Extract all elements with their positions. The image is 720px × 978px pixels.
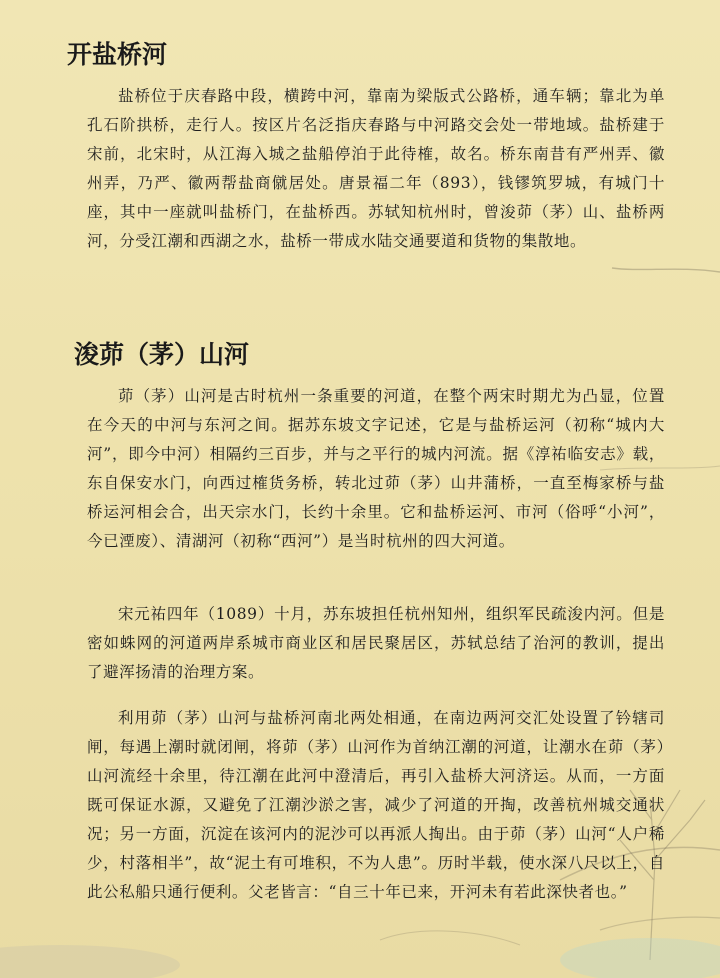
section-heading-yanqiao-river: 开盐桥河 bbox=[67, 40, 168, 69]
paragraph-maoshan-river-sushi: 宋元祐四年（1089）十月，苏东坡担任杭州知州，组织军民疏浚内河。但是密如蛛网的河道两岸系城市商业区和居民聚居区，苏轼总结了治河的教训，提出了避浑扬清的治理方案。 bbox=[87, 605, 665, 681]
section-heading-maoshan-river: 浚茆（茅）山河 bbox=[74, 340, 250, 369]
paragraph-maoshan-river-intro: 茆（茅）山河是古时杭州一条重要的河道，在整个两宋时期尤为凸显，位置在今天的中河与东河之间。据苏东坡文字记述，它是与盐桥运河（初称“城内大河”，即今中河）相隔约三百步，并与之平行的城内河流。据《淳祐临安志》载，东自保安水门，向西过榷货务桥，转北过茆（茅）山井蒲桥，一直至梅家桥与盐桥运河相会合，出天宗水门，长约十余里。它和盐桥运河、市河（俗呼“小河”，今已湮废）、清湖河（初称“西河”）是当时杭州的四大河道。 bbox=[87, 387, 665, 550]
paragraph-maoshan-river-method: 利用茆（茅）山河与盐桥河南北两处相通，在南边两河交汇处设置了钤辖司闸，每遇上潮时就闭闸，将茆（茅）山河作为首纳江潮的河道，让潮水在茆（茅）山河流经十余里，待江潮在此河中澄清后，再引入盐桥大河济运。从而，一方面既可保证水源，又避免了江潮沙淤之害，减少了河道的开掏，改善杭州城交通状况；另一方面，沉淀在该河内的泥沙可以再派人掏出。由于茆（茅）山河“人户稀少，村落相半”，故“泥土有可堆积，不为人患”。历时半载，使水深八尺以上，自此公私船只通行便利。父老皆言：“自三十年已来，开河未有若此深快者也。” bbox=[87, 709, 665, 901]
paragraph-yanqiao-river: 盐桥位于庆春路中段，横跨中河，靠南为梁版式公路桥，通车辆；靠北为单孔石阶拱桥，走行人。按区片名泛指庆春路与中河路交会处一带地域。盐桥建于宋前，北宋时，从江海入城之盐船停泊于此待榷，故名。桥东南昔有严州弄、徽州弄，乃严、徽两帮盐商僦居处。唐景福二年（893），钱镠筑罗城，有城门十座，其中一座就叫盐桥门，在盐桥西。苏轼知杭州时，曾浚茆（茅）山、盐桥两河，分受江潮和西湖之水，盐桥一带成水陆交通要道和货物的集散地。 bbox=[87, 87, 665, 250]
